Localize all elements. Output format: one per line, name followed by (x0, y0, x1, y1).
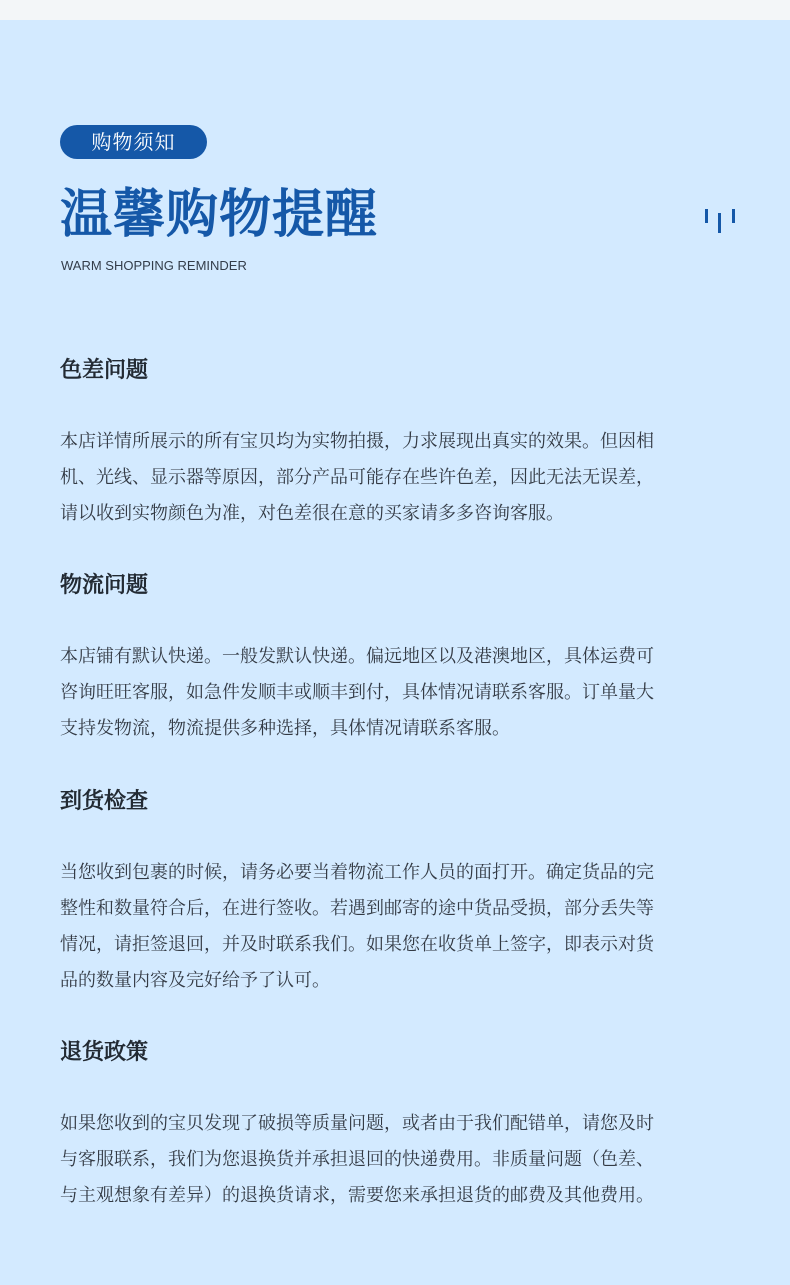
section-color-difference (60, 356, 740, 532)
section-heading: 物流问题 (60, 573, 149, 598)
section-body (60, 639, 740, 747)
section-tag-pill: 购物须知 (60, 125, 207, 159)
body-line: 支持发物流，物流提供多种选择，具体情况请联系客服。 (60, 718, 510, 739)
body-line: 品的数量内容及完好给予了认可。 (60, 970, 330, 991)
body-line: 请以收到实物颜色为准，对色差很在意的买家请多多咨询客服。 (60, 503, 564, 524)
section-body (60, 424, 740, 532)
page-subtitle: WARM SHOPPING REMINDER (61, 258, 247, 273)
body-line: 当您收到包裹的时候，请务必要当着物流工作人员的面打开。确定货品的完 (60, 862, 654, 883)
section-logistics (60, 571, 740, 747)
section-heading: 到货检查 (60, 789, 149, 814)
body-line: 与主观想象有差异）的退换货请求，需要您来承担退货的邮费及其他费用。 (60, 1185, 654, 1206)
body-line: 如果您收到的宝贝发现了破损等质量问题，或者由于我们配错单，请您及时 (60, 1113, 654, 1134)
body-line: 本店铺有默认快递。一般发默认快递。偏远地区以及港澳地区，具体运费可 (60, 646, 654, 667)
section-body (60, 1106, 740, 1214)
body-line: 本店详情所展示的所有宝贝均为实物拍摄，力求展现出真实的效果。但因相 (60, 431, 654, 452)
section-heading: 色差问题 (60, 358, 149, 383)
body-line: 整性和数量符合后，在进行签收。若遇到邮寄的途中货品受损，部分丢失等 (60, 898, 654, 919)
body-line: 咨询旺旺客服，如急件发顺丰或顺丰到付，具体情况请联系客服。订单量大 (60, 682, 654, 703)
section-body (60, 855, 740, 999)
decorative-bars-icon (705, 209, 735, 233)
body-line: 情况，请拒签退回，并及时联系我们。如果您在收货单上签字，即表示对货 (60, 934, 654, 955)
body-line: 机、光线、显示器等原因，部分产品可能存在些许色差，因此无法无误差， (60, 467, 654, 488)
top-strip (0, 0, 790, 20)
section-arrival-inspection (60, 787, 740, 999)
section-heading: 退货政策 (60, 1040, 149, 1065)
section-return-policy (60, 1038, 740, 1214)
body-line: 与客服联系，我们为您退换货并承担退回的快递费用。非质量问题（色差、 (60, 1149, 654, 1170)
page-title: 温馨购物提醒 (60, 185, 379, 245)
